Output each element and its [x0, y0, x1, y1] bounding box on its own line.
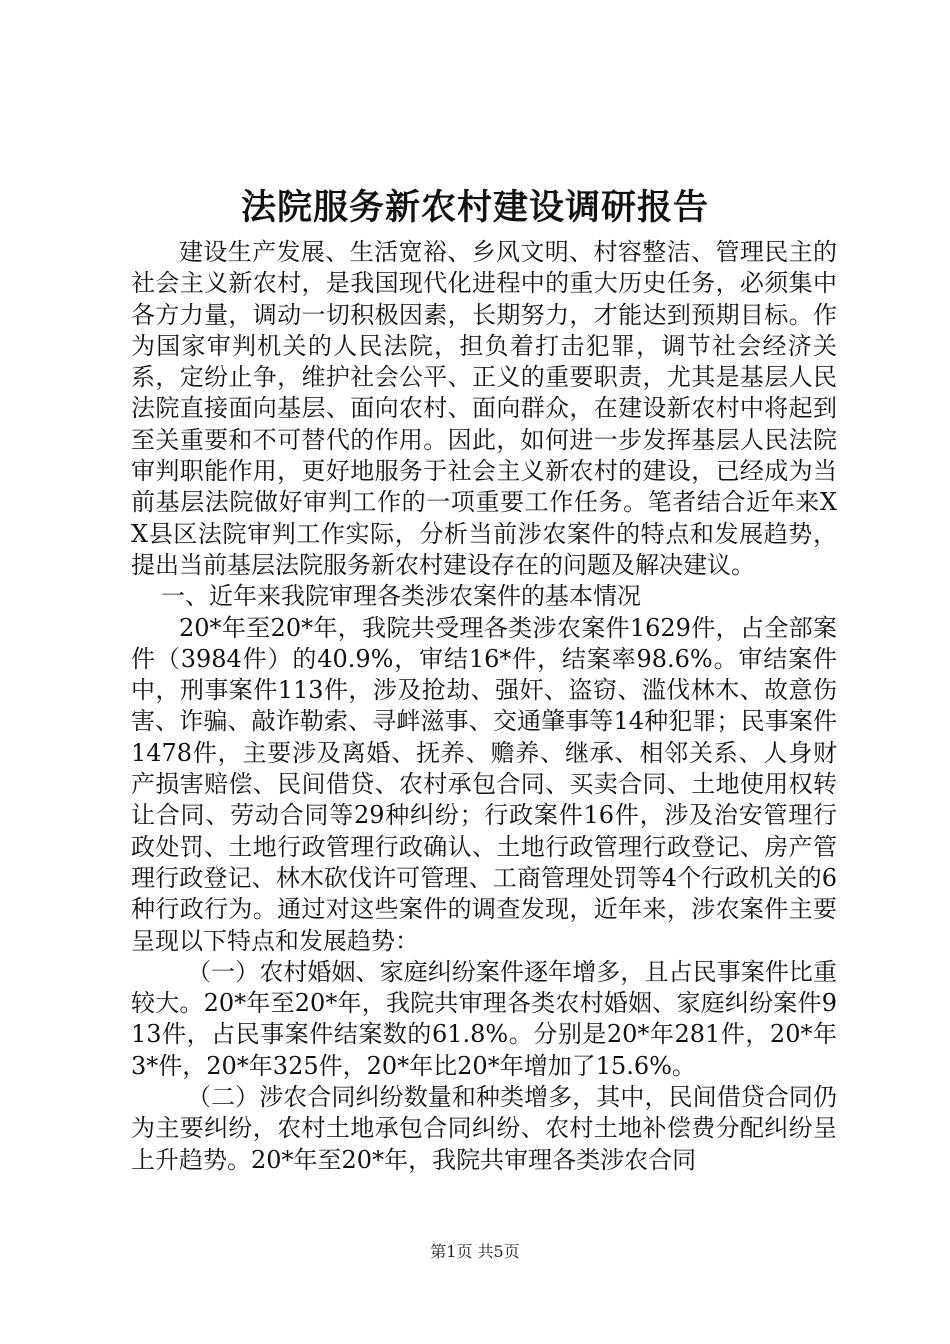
- document-body: [131, 237, 837, 1176]
- document-title: 法院服务新农村建设调研报告: [240, 187, 709, 228]
- paragraph-point-1: （一）农村婚姻、家庭纠纷案件逐年增多，且占民事案件比重较大。20*年至20*年，我院共审理各类农村婚姻、家庭纠纷案件913件，占民事案件结案数的61.8%。分别是20*年281件，20*年3*件，20*年325件，20*年比20*年增加了15.6%。: [131, 957, 837, 1080]
- paragraph-basic-situation: 20*年至20*年，我院共受理各类涉农案件1629件，占全部案件（3984件）的40.9%，审结16*件，结案率98.6%。审结案件中，刑事案件113件，涉及抢劫、强奸、盗窃、滥伐林木、故意伤害、诈骗、敲诈勒索、寻衅滋事、交通肇事等14种犯罪；民事案件1478件，主要涉及离婚、抚养、赡养、继承、相邻关系、人身财产损害赔偿、民间借贷、农村承包合同、买卖合同、土地使用权转让合同、劳动合同等29种纠纷；行政案件16件，涉及治安管理行政处罚、土地行政管理行政确认、土地行政管理行政登记、房产管理行政登记、林木砍伐许可管理、工商管理处罚等4个行政机关的6种行政行为。通过对这些案件的调查发现，近年来，涉农案件主要呈现以下特点和发展趋势：: [131, 613, 837, 955]
- section-heading: 一、近年来我院审理各类涉农案件的基本情况: [161, 582, 641, 611]
- paragraph-intro: 建设生产发展、生活宽裕、乡风文明、村容整洁、管理民主的社会主义新农村，是我国现代化进程中的重大历史任务，必须集中各方力量，调动一切积极因素，长期努力，才能达到预期目标。作为国家审判机关的人民法院，担负着打击犯罪，调节社会经济关系，定纷止争，维护社会公平、正义的重要职责，尤其是基层人民法院直接面向基层、面向农村、面向群众，在建设新农村中将起到至关重要和不可替代的作用。因此，如何进一步发挥基层人民法院审判职能作用，更好地服务于社会主义新农村的建设，已经成为当前基层法院做好审判工作的一项重要工作任务。笔者结合近年来XX县区法院审判工作实际，分析当前涉农案件的特点和发展趋势，提出当前基层法院服务新农村建设存在的问题及解决建议。: [131, 238, 837, 579]
- paragraph-point-2: （二）涉农合同纠纷数量和种类增多，其中，民间借贷合同仍为主要纠纷，农村土地承包合同纠纷、农村土地补偿费分配纠纷呈上升趋势。20*年至20*年，我院共审理各类涉农合同: [131, 1083, 837, 1174]
- page-footer: 第1页 共5页: [430, 1242, 520, 1261]
